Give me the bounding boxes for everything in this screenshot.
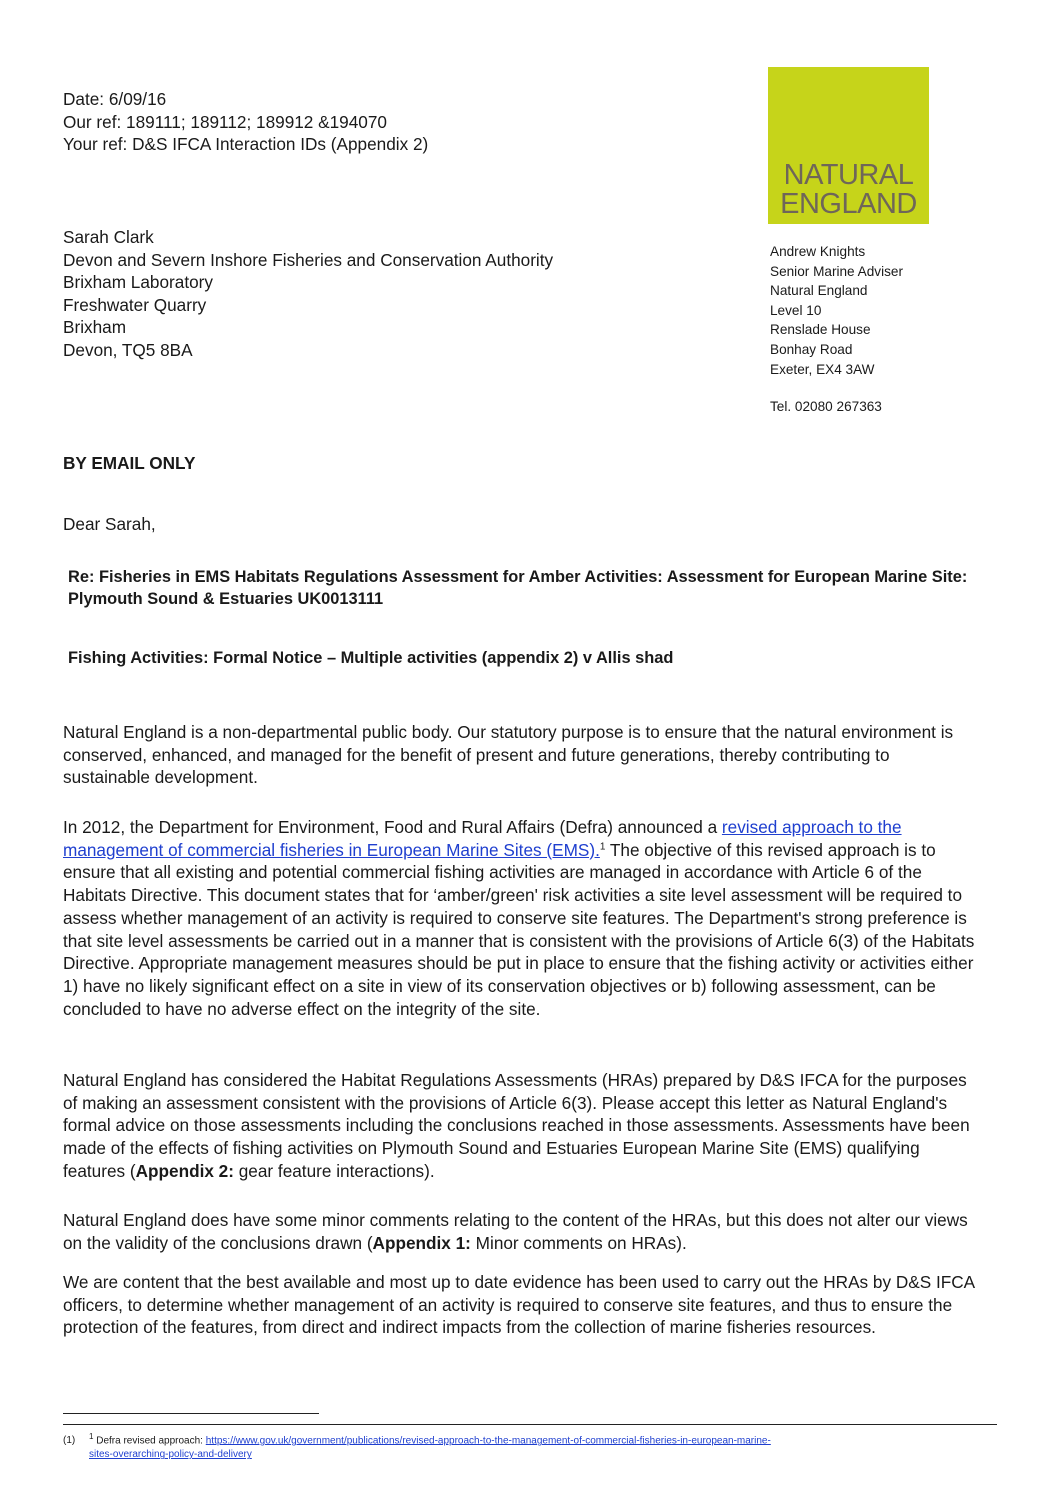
footnote-separator xyxy=(63,1413,319,1414)
footnote-number: (1) xyxy=(63,1435,76,1447)
sender-line: Natural England xyxy=(770,283,868,299)
paragraph-hra-assessments xyxy=(63,1069,978,1183)
footnote-divider xyxy=(63,1424,997,1425)
your-reference: Your ref: D&S IFCA Interaction IDs (Appendix 2) xyxy=(63,134,429,154)
sender-line: Exeter, EX4 3AW xyxy=(770,361,875,377)
our-reference: Our ref: 189111; 189112; 189912 &194070 xyxy=(63,111,387,132)
recipient-line: Brixham xyxy=(63,317,127,337)
recipient-line: Brixham Laboratory xyxy=(63,272,213,292)
logo-text-natural: NATURAL xyxy=(783,159,914,191)
letter-references xyxy=(63,88,428,156)
footnote-marker: 1 xyxy=(599,840,606,852)
paragraph-text: In 2012, the Department for Environment, Food and Rural Affairs (Defra) announced a xyxy=(63,817,722,837)
sender-address xyxy=(770,242,903,417)
footnote-sup: 1 xyxy=(89,1432,94,1441)
footnote-url-link-continued[interactable]: sites-overarching-policy-and-delivery xyxy=(89,1449,252,1461)
recipient-line: Sarah Clark xyxy=(63,227,154,247)
paragraph-evidence: We are content that the best available and most up to date evidence has been used to carry out the HRAs by D&S IFCA officers, to determine whether management of an activity is required to conserve site features, and thus to ensure the protection of the features, from direct and indirect impacts from the collection of marine fisheries resources. xyxy=(63,1272,975,1338)
subject-line: Re: Fisheries in EMS Habitats Regulations Assessment for Amber Activities: Assessment for European Marine Site: Plymouth Sound & Estuaries UK0013111 xyxy=(68,568,968,608)
paragraph-text: Natural England does have some minor comments relating to the content of the HRAs, but this does not alter our views on the validity of the conclusions drawn ( xyxy=(63,1210,968,1253)
paragraph-defra-approach xyxy=(63,816,978,1020)
footnote xyxy=(63,1430,963,1462)
recipient-line: Freshwater Quarry xyxy=(63,294,207,315)
sender-telephone: Tel. 02080 267363 xyxy=(770,399,882,415)
sender-line: Renslade House xyxy=(770,322,871,338)
paragraph-text: Minor comments on HRAs). xyxy=(470,1232,687,1253)
paragraph-text: Natural England has considered the Habitat Regulations Assessments (HRAs) prepared by D&S IFCA for the purposes of making an assessment consistent with the provisions of Article 6(3). Please accept this letter as Natural England's formal advice on those assessments including the conclusions reached in those assessments. Assessments have been made of the effects of fishing activities on Plymouth Sound and Estuaries European Marine Site (EMS) qualifying features ( xyxy=(63,1070,970,1181)
natural-england-logo xyxy=(768,67,929,224)
appendix-2-reference: Appendix 2: xyxy=(135,1160,234,1181)
appendix-1-reference: Appendix 1: xyxy=(372,1232,471,1253)
sender-line: Bonhay Road xyxy=(770,341,853,357)
logo-text-england: ENGLAND xyxy=(780,188,917,220)
paragraph-minor-comments xyxy=(63,1209,978,1254)
sender-line: Andrew Knights xyxy=(770,244,866,259)
footnote-url-link[interactable]: https://www.gov.uk/government/publications/revised-approach-to-the-management-of-commercial-fisheries-in-european-marine- xyxy=(205,1435,771,1447)
formal-notice-heading: Fishing Activities: Formal Notice – Multiple activities (appendix 2) v Allis shad xyxy=(68,649,674,667)
sender-line: Senior Marine Adviser xyxy=(770,263,903,279)
recipient-line: Devon and Severn Inshore Fisheries and Conservation Authority xyxy=(63,249,554,270)
salutation: Dear Sarah, xyxy=(63,514,156,534)
recipient-line: Devon, TQ5 8BA xyxy=(63,339,193,360)
defra-revised-approach-link[interactable]: revised approach to the management of commercial fisheries in European Marine Sites (EMS). xyxy=(63,817,902,860)
paragraph-text: The objective of this revised approach is to ensure that all existing and potential commercial fishing activities are managed in accordance with Article 6 of the Habitats Directive. This document states that for ‘amber/green' risk activities a site level assessment will be required to assess whether management of an activity is required to conserve site features. The Department's strong preference is that site level assessments be carried out in a manner that is consistent with the provisions of Article 6(3) of the Habitats Directive. Appropriate management measures should be put in place to ensure that the fishing activity or activities either 1) have no likely significant effect on a site in view of its conservation objectives or b) following assessment, can be concluded to have no adverse effect on the integrity of the site. xyxy=(63,839,975,1019)
paragraph-statutory-purpose: Natural England is a non-departmental public body. Our statutory purpose is to ensure that the natural environment is conserved, enhanced, and managed for the benefit of present and future generations, thereby contributing to sustainable development. xyxy=(63,722,954,788)
recipient-address xyxy=(63,226,553,361)
footnote-label: Defra revised approach: xyxy=(96,1435,206,1447)
by-email-only-heading: BY EMAIL ONLY xyxy=(63,453,196,473)
paragraph-text: gear feature interactions). xyxy=(233,1160,435,1181)
letter-date: Date: 6/09/16 xyxy=(63,89,167,109)
sender-line: Level 10 xyxy=(770,302,822,318)
